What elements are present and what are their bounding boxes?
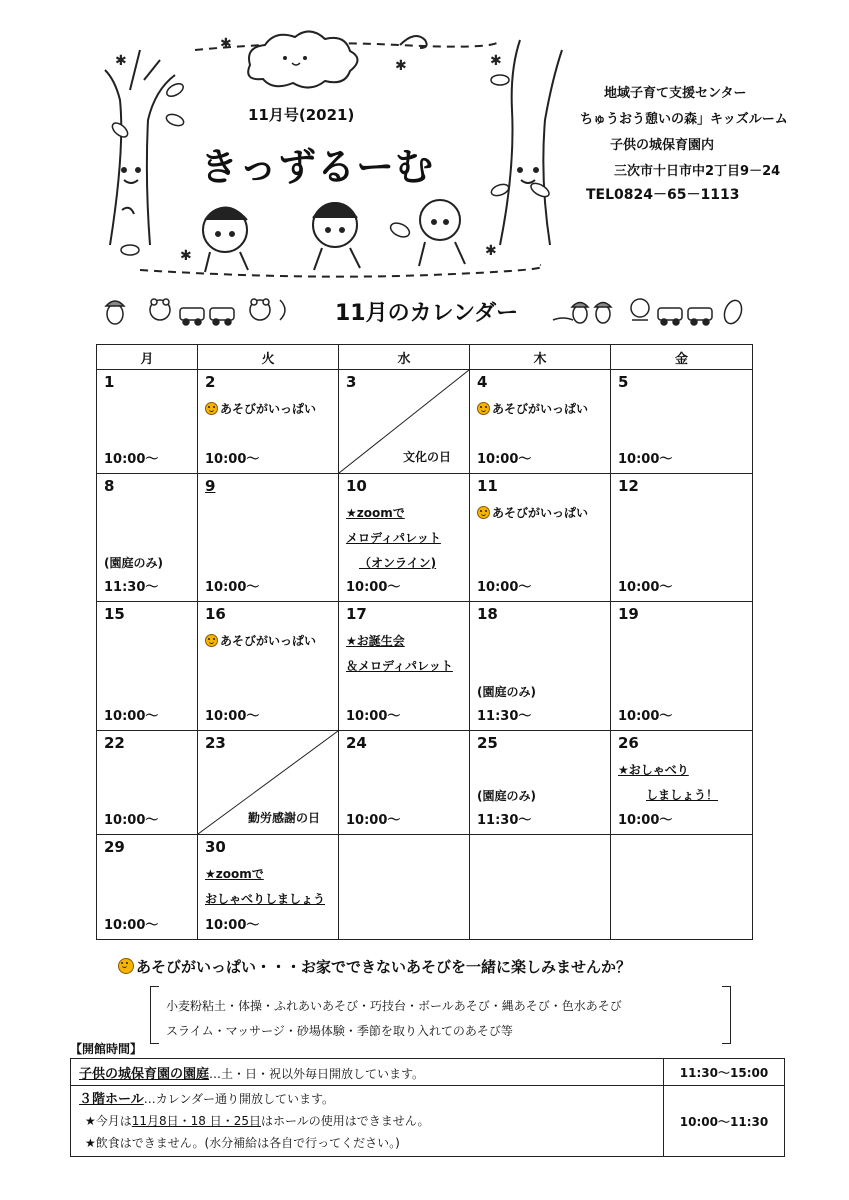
activity-list-line-2: スライム・マッサージ・砂場体験・季節を取り入れてのあそび等 [166,1024,513,1038]
open-time: 10:00～ [477,580,532,595]
calendar-cell [611,731,753,835]
open-time: 10:00～ [205,452,260,467]
holiday-name: 文化の日 [402,450,451,464]
calendar-cell [198,370,339,474]
org-phone: TEL0824－65－1113 [586,187,740,203]
garden-text: …土・日・祝以外毎日開放しています。 [209,1066,425,1081]
tree-left-icon [105,50,175,245]
open-time: 11:30～ [477,709,532,724]
event-line: ★zoomで [205,867,264,881]
day-number: 11 [477,477,498,495]
open-time: 10:00～ [618,709,673,724]
org-line-3: 子供の城保育園内 [610,138,715,153]
weekday-wed: 水 [339,345,470,370]
calendar-cell [611,602,753,731]
open-time: 10:00～ [346,709,401,724]
event-line: ＆メロディパレット [346,659,453,673]
calendar-heading: 11月のカレンダー [335,301,519,326]
calendar-cell-empty [470,835,611,940]
day-number: 8 [104,477,115,495]
open-time: 10:00～ [104,709,159,724]
smile-icon [118,958,134,974]
open-time: 10:00～ [104,813,159,828]
open-time: 11:30～ [104,580,159,595]
day-number: 9 [205,477,216,495]
hall-closed-dates: 11月8日・18 日・25日 [131,1114,262,1128]
calendar-cell [198,474,339,602]
calendar-cell [97,370,198,474]
open-time: 10:00～ [346,580,401,595]
calendar-cell [97,602,198,731]
bracket-left [150,986,159,1044]
smile-icon [477,402,490,415]
day-number: 26 [618,734,639,752]
day-number: 23 [205,734,226,752]
day-number: 22 [104,734,125,752]
hours-row-garden [71,1059,664,1086]
day-number: 12 [618,477,639,495]
smile-icon [205,634,218,647]
weekday-thu: 木 [470,345,611,370]
day-number: 15 [104,605,125,623]
weekday-mon: 月 [97,345,198,370]
open-time: 10:00～ [205,580,260,595]
hall-text: …カレンダー通り開放しています。 [143,1092,335,1106]
hours-row-hall [71,1086,664,1157]
day-number: 30 [205,838,226,856]
calendar-cell-empty [339,835,470,940]
calendar-cell [470,370,611,474]
weekday-tue: 火 [198,345,339,370]
weekday-fri: 金 [611,345,753,370]
open-time: 10:00～ [618,452,673,467]
open-time: 11:30～ [477,813,532,828]
event-asobi [205,400,316,417]
asobi-note-text: あそびがいっぱい・・・お家でできないあそびを一緒に楽しみませんか？ [136,958,632,976]
calendar-cell [339,731,470,835]
open-time: 10:00～ [477,452,532,467]
org-line-4: 三次市十日市中2丁目9－24 [614,164,781,179]
day-number: 16 [205,605,226,623]
calendar-cell-holiday [339,370,470,474]
newsletter-title: きっずるーむ [200,145,435,189]
event-line: メロディパレット [346,531,441,545]
acorn-squirrel-decoration-right [548,290,748,330]
garden-title: 子供の城保育園の園庭 [79,1066,210,1082]
holiday-name: 勤労感謝の日 [247,811,320,825]
open-time: 10:00～ [618,813,673,828]
event-note: (園庭のみ) [477,789,536,803]
open-time: 10:00～ [104,918,159,933]
hall-food-note: ★飲食はできません。(水分補給は各自で行ってください。) [85,1136,400,1150]
calendar-cell [470,731,611,835]
day-number: 18 [477,605,498,623]
hall-note-pre: ★今月は [85,1114,132,1128]
svg-text:✱: ✱ [220,36,232,52]
tree-right-icon [500,40,562,245]
org-line-1: 地域子育て支援センター [604,86,747,101]
open-time: 10:00～ [104,452,159,467]
event-text: あそびがいっぱい [220,634,317,648]
calendar-cell [198,602,339,731]
activity-list-line-1: 小麦粉粘土・体操・ふれあいあそび・巧技台・ボールあそび・縄あそび・色水あそび [166,999,622,1013]
asobi-note-heading [118,956,631,977]
open-time: 10:00～ [346,813,401,828]
calendar-cell-holiday [198,731,339,835]
open-time: 10:00～ [618,580,673,595]
event-line: （オンライン) [359,556,437,570]
day-number: 4 [477,373,488,391]
calendar-cell [198,835,339,940]
svg-text:✱: ✱ [490,53,502,69]
event-asobi [477,504,588,521]
svg-text:✱: ✱ [485,243,497,259]
day-number: 5 [618,373,629,391]
event-text: あそびがいっぱい [492,506,589,520]
hall-hours: 10:00～11:30 [664,1086,785,1157]
day-number: 1 [104,373,115,391]
calendar-table [96,344,753,940]
event-line: ★お誕生会 [346,634,405,648]
event-asobi [205,632,316,649]
hall-note-post: はホールの使用はできません。 [261,1114,430,1128]
day-number: 25 [477,734,498,752]
calendar-cell [339,602,470,731]
bracket-right [722,986,731,1044]
cloud-icon [248,31,357,87]
calendar-cell [611,474,753,602]
event-line: ★おしゃべり [618,763,689,777]
calendar-cell [97,731,198,835]
calendar-cell [97,835,198,940]
event-line: しましょう！ [646,788,719,802]
calendar-cell-empty [611,835,753,940]
day-number: 19 [618,605,639,623]
calendar-cell [470,474,611,602]
acorn-squirrel-decoration-left [100,290,300,330]
calendar-cell [97,474,198,602]
event-note: (園庭のみ) [477,685,536,699]
svg-text:✱: ✱ [180,248,192,264]
day-number: 3 [346,373,357,391]
calendar-cell [611,370,753,474]
calendar-cell [470,602,611,731]
event-asobi [477,400,588,417]
day-number: 10 [346,477,367,495]
svg-text:✱: ✱ [395,58,407,74]
issue-label: 11月号(2021) [248,106,355,124]
event-note: (園庭のみ) [104,556,163,570]
garden-hours: 11:30～15:00 [664,1059,785,1086]
day-number: 2 [205,373,216,391]
smile-icon [205,402,218,415]
day-number: 17 [346,605,367,623]
hall-title: ３階ホール [79,1092,144,1107]
org-line-2: ちゅうおう憩いの森」キッズルーム [580,112,788,127]
open-time: 10:00～ [205,709,260,724]
opening-hours-table [70,1058,785,1157]
event-text: あそびがいっぱい [220,402,317,416]
opening-hours-label: 【開館時間】 [70,1042,143,1056]
calendar-cell [339,474,470,602]
event-line: ★zoomで [346,506,405,520]
open-time: 10:00～ [205,918,260,933]
svg-text:✱: ✱ [115,53,127,69]
event-line: おしゃべりしましょう [205,892,326,906]
event-text: あそびがいっぱい [492,402,589,416]
day-number: 29 [104,838,125,856]
day-number: 24 [346,734,367,752]
smile-icon [477,506,490,519]
